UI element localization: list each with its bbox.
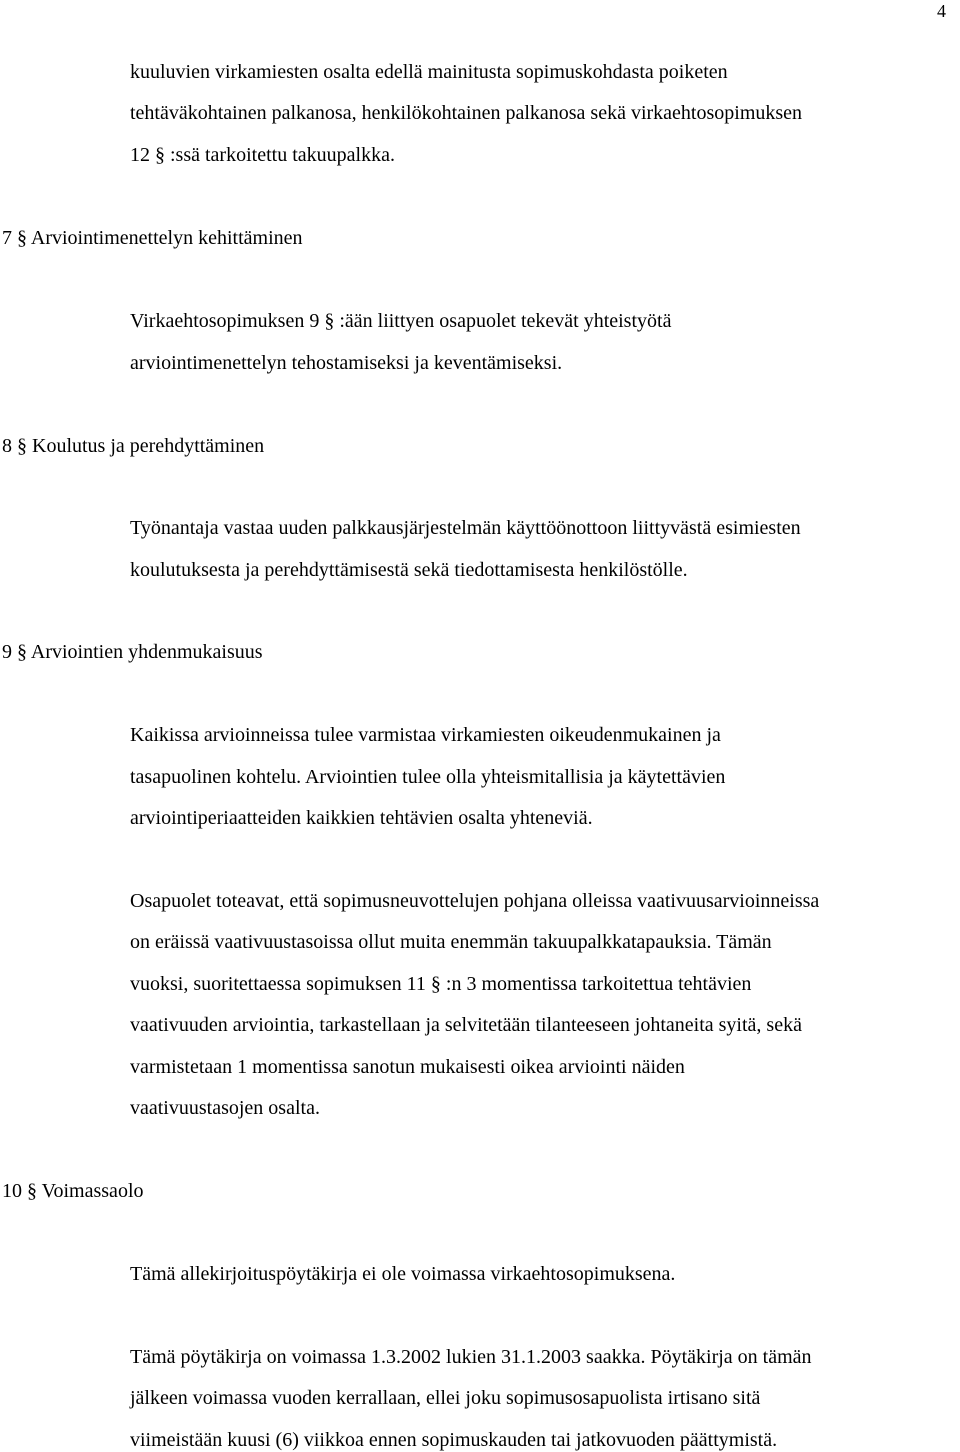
paragraph-line: 12 § :ssä tarkoitettu takuupalkka.: [130, 144, 395, 166]
paragraph-line: koulutuksesta ja perehdyttämisestä sekä tiedottamisesta henkilöstölle.: [130, 559, 688, 581]
paragraph-line: varmistetaan 1 momentissa sanotun mukaisesti oikea arviointi näiden: [130, 1056, 685, 1078]
paragraph-line: tasapuolinen kohtelu. Arviointien tulee olla yhteismitallisia ja käytettävien: [130, 766, 726, 788]
paragraph-line: Tämä pöytäkirja on voimassa 1.3.2002 lukien 31.1.2003 saakka. Pöytäkirja on tämän: [130, 1346, 812, 1368]
paragraph-line: Kaikissa arvioinneissa tulee varmistaa virkamiesten oikeudenmukainen ja: [130, 724, 721, 746]
paragraph-line: Osapuolet toteavat, että sopimusneuvottelujen pohjana olleissa vaativuusarvioinneissa: [130, 890, 820, 912]
paragraph-line: Työnantaja vastaa uuden palkkausjärjestelmän käyttöönottoon liittyvästä esimiesten: [130, 517, 801, 539]
paragraph-line: vaativuustasojen osalta.: [130, 1097, 320, 1119]
paragraph-line: tehtäväkohtainen palkanosa, henkilökohtainen palkanosa sekä virkaehtosopimuksen: [130, 102, 803, 124]
paragraph-line: jälkeen voimassa vuoden kerrallaan, ellei joku sopimusosapuolista irtisano sitä: [130, 1387, 761, 1409]
paragraph-line: arviointiperiaatteiden kaikkien tehtävien osalta yhteneviä.: [130, 807, 593, 829]
section-heading-7: 7 § Arviointimenettelyn kehittäminen: [2, 227, 303, 249]
paragraph-line: vaativuuden arviointia, tarkastellaan ja selvitetään tilanteeseen johtaneita syitä, sekä: [130, 1014, 802, 1036]
section-heading-10: 10 § Voimassaolo: [2, 1180, 144, 1202]
paragraph-line: on eräissä vaativuustasoissa ollut muita enemmän takuupalkkatapauksia. Tämän: [130, 931, 772, 953]
page-number: 4: [937, 1, 946, 21]
paragraph-line: Virkaehtosopimuksen 9 § :ään liittyen osapuolet tekevät yhteistyötä: [130, 310, 672, 332]
section-heading-9: 9 § Arviointien yhdenmukaisuus: [2, 641, 263, 663]
paragraph-line: kuuluvien virkamiesten osalta edellä mainitusta sopimuskohdasta poiketen: [130, 61, 728, 83]
paragraph-line: vuoksi, suoritettaessa sopimuksen 11 § :n 3 momentissa tarkoitettua tehtävien: [130, 973, 752, 995]
paragraph-line: Tämä allekirjoituspöytäkirja ei ole voimassa virkaehtosopimuksena.: [130, 1263, 676, 1285]
section-heading-8: 8 § Koulutus ja perehdyttäminen: [2, 435, 265, 457]
paragraph-line: arviointimenettelyn tehostamiseksi ja keventämiseksi.: [130, 352, 563, 374]
paragraph-line: viimeistään kuusi (6) viikkoa ennen sopimuskauden tai jatkovuoden päättymistä.: [130, 1429, 778, 1451]
